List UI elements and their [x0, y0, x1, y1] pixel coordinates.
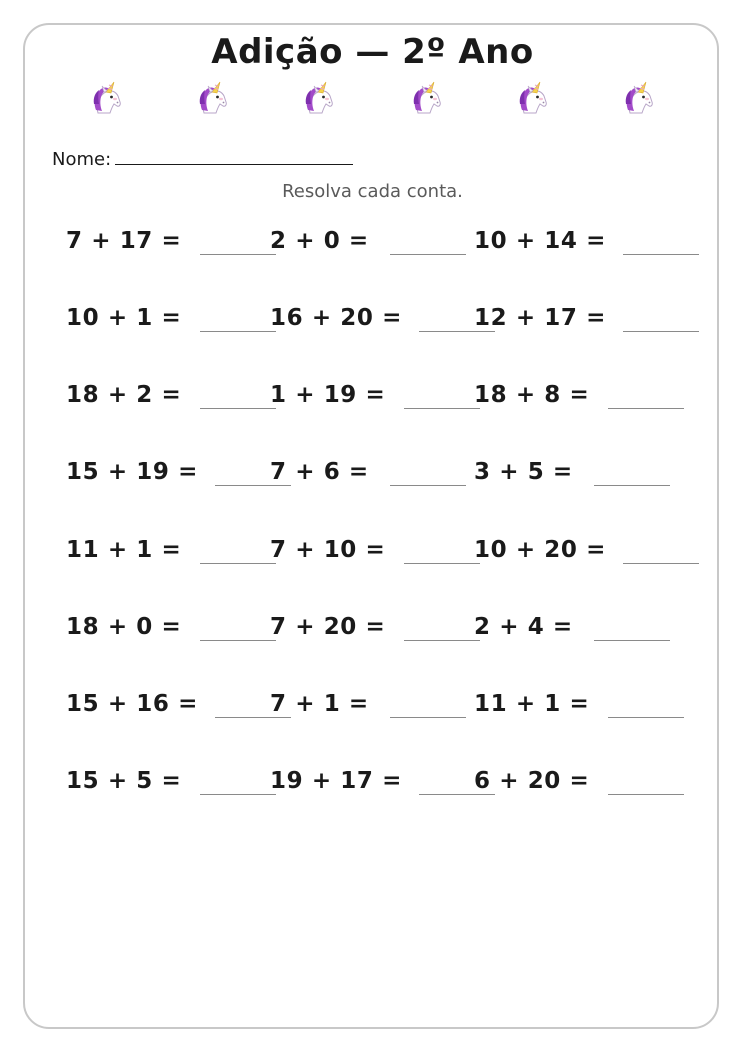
name-label: Nome:	[52, 149, 112, 170]
problem-expression: 12 + 17 =	[474, 305, 606, 331]
answer-blank[interactable]	[200, 794, 276, 795]
problem-expression: 10 + 14 =	[474, 228, 606, 254]
answer-blank[interactable]	[200, 408, 276, 409]
instructions-text: Resolva cada conta.	[282, 181, 463, 202]
page-title: Adição — 2º Ano	[211, 32, 534, 72]
problem-expression: 7 + 1 =	[270, 691, 369, 717]
answer-blank[interactable]	[594, 485, 670, 486]
problem-expression: 15 + 16 =	[66, 691, 198, 717]
answer-blank[interactable]	[200, 563, 276, 564]
problem-expression: 15 + 19 =	[66, 459, 198, 485]
problem-expression: 11 + 1 =	[66, 537, 182, 563]
problem-expression: 7 + 17 =	[66, 228, 182, 254]
answer-blank[interactable]	[404, 408, 480, 409]
problem-expression: 7 + 10 =	[270, 537, 386, 563]
problem-expression: 15 + 5 =	[66, 768, 182, 794]
problem-expression: 2 + 0 =	[270, 228, 369, 254]
problem-expression: 6 + 20 =	[474, 768, 590, 794]
problem-expression: 7 + 20 =	[270, 614, 386, 640]
answer-blank[interactable]	[390, 254, 466, 255]
answer-blank[interactable]	[390, 485, 466, 486]
answer-blank[interactable]	[200, 331, 276, 332]
problem-expression: 16 + 20 =	[270, 305, 402, 331]
answer-blank[interactable]	[215, 485, 291, 486]
answer-blank[interactable]	[404, 563, 480, 564]
answer-blank[interactable]	[200, 254, 276, 255]
problem-expression: 10 + 20 =	[474, 537, 606, 563]
answer-blank[interactable]	[419, 331, 495, 332]
answer-blank[interactable]	[623, 331, 699, 332]
problem-expression: 18 + 2 =	[66, 382, 182, 408]
problem-expression: 18 + 0 =	[66, 614, 182, 640]
problem-expression: 10 + 1 =	[66, 305, 182, 331]
answer-blank[interactable]	[623, 254, 699, 255]
answer-blank[interactable]	[594, 640, 670, 641]
answer-blank[interactable]	[608, 717, 684, 718]
problem-expression: 11 + 1 =	[474, 691, 590, 717]
problem-expression: 7 + 6 =	[270, 459, 369, 485]
answer-blank[interactable]	[404, 640, 480, 641]
problem-expression: 2 + 4 =	[474, 614, 573, 640]
answer-blank[interactable]	[608, 794, 684, 795]
problem-expression: 18 + 8 =	[474, 382, 590, 408]
answer-blank[interactable]	[419, 794, 495, 795]
problem-expression: 1 + 19 =	[270, 382, 386, 408]
answer-blank[interactable]	[390, 717, 466, 718]
answer-blank[interactable]	[623, 563, 699, 564]
problem-expression: 19 + 17 =	[270, 768, 402, 794]
answer-blank[interactable]	[200, 640, 276, 641]
answer-blank[interactable]	[215, 717, 291, 718]
problem-expression: 3 + 5 =	[474, 459, 573, 485]
answer-blank[interactable]	[608, 408, 684, 409]
